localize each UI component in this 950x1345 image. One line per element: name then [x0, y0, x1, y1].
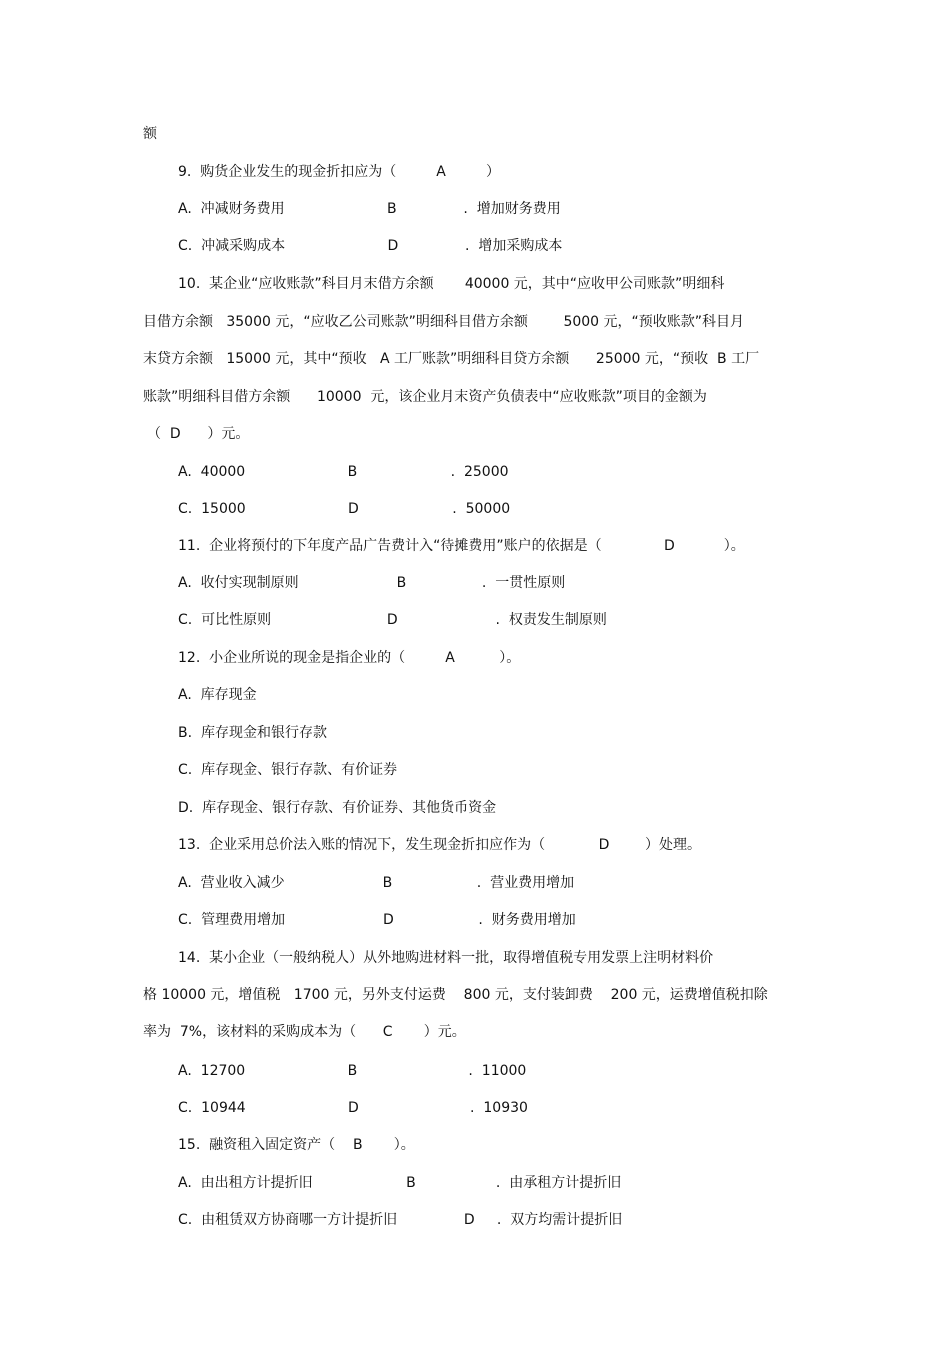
option-line: C. 库存现金、银行存款、有价证券 [178, 762, 398, 778]
option-line: A. 营业收入减少 B . 营业费用增加 [178, 875, 575, 891]
option-line: A. 收付实现制原则 B . 一贯性原则 [178, 575, 566, 591]
option-line: C. 15000 D . 50000 [178, 501, 511, 517]
text-line: 格 10000 元，增值税 1700 元，另外支付运费 800 元，支付装卸费 200 元，运费增值税扣除 [143, 987, 768, 1003]
text-line: 目借方余额 35000 元，“应收乙公司账款”明细科目借方余额 5000 元，“预收账款”科目月 [143, 314, 745, 330]
option-line: C. 由租赁双方协商哪一方计提折旧 D . 双方均需计提折旧 [178, 1212, 623, 1228]
option-line: C. 10944 D . 10930 [178, 1100, 528, 1116]
text-line: 率为 7%，该材料的采购成本为（ C ）元。 [143, 1024, 466, 1040]
option-line: B. 库存现金和银行存款 [178, 725, 327, 741]
text-line: 账款”明细科目借方余额 10000 元，该企业月末资产负债表中“应收账款”项目的金额为 [143, 389, 707, 405]
question-14: 14. 某小企业（一般纳税人）从外地购进材料一批，取得增值税专用发票上注明材料价 [178, 950, 714, 966]
option-line: C. 可比性原则 D . 权责发生制原则 [178, 612, 607, 628]
option-line: A. 由出租方计提折旧 B . 由承租方计提折旧 [178, 1175, 622, 1191]
option-line: C. 管理费用增加 D . 财务费用增加 [178, 912, 576, 928]
question-12: 12. 小企业所说的现金是指企业的（ A ）。 [178, 650, 521, 666]
option-line: A. 12700 B . 11000 [178, 1063, 527, 1079]
option-line: A. 40000 B . 25000 [178, 464, 509, 480]
option-line: D. 库存现金、银行存款、有价证券、其他货币资金 [178, 800, 497, 816]
text-line: 额 [143, 126, 157, 142]
question-9: 9. 购货企业发生的现金折扣应为（ A ） [178, 164, 500, 180]
question-13: 13. 企业采用总价法入账的情况下，发生现金折扣应作为（ D ）处理。 [178, 837, 701, 853]
option-line: A. 库存现金 [178, 687, 257, 703]
option-line: A. 冲减财务费用 B . 增加财务费用 [178, 201, 561, 217]
question-11: 11. 企业将预付的下年度产品广告费计入“待摊费用”账户的依据是（ D ）。 [178, 538, 745, 554]
text-line: 末贷方余额 15000 元，其中“预收 A 工厂账款”明细科目贷方余额 25000 元，“预收 B 工厂 [143, 351, 760, 367]
option-line: C. 冲减采购成本 D . 增加采购成本 [178, 238, 563, 254]
question-10: 10. 某企业“应收账款”科目月末借方余额 40000 元，其中“应收甲公司账款”明细科 [178, 276, 725, 292]
question-15: 15. 融资租入固定资产（ B ）。 [178, 1137, 415, 1153]
text-line: （ D ）元。 [147, 426, 250, 442]
